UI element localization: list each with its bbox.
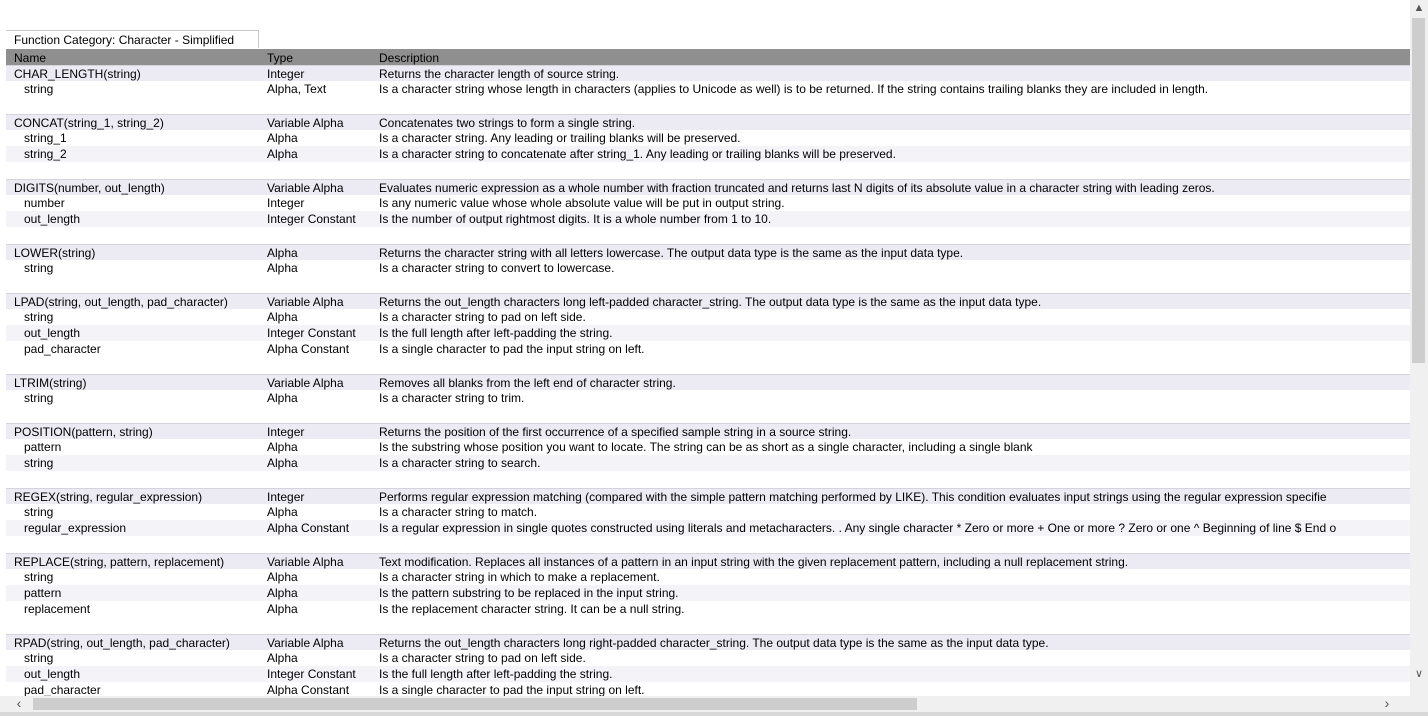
table-body [6,65,1410,696]
parameter-name: string [24,570,54,584]
parameter-description: Is a character string to search. [379,456,541,470]
parameter-row[interactable] [6,81,1410,97]
scrollbar-corner [1410,696,1428,712]
function-name: CONCAT(string_1, string_2) [14,116,164,130]
function-description: Performs regular expression matching (compared with the simple pattern matching performed by LIKE). This condition evaluates input strings using the regular expression specifie [379,490,1327,504]
chevron-left-icon[interactable]: ‹ [16,695,22,711]
chevron-up-icon[interactable]: ▲ [1413,2,1425,14]
parameter-type: Integer [267,196,305,210]
function-name: CHAR_LENGTH(string) [14,67,141,81]
function-name: LPAD(string, out_length, pad_character) [14,295,228,309]
parameter-name: pattern [24,586,62,600]
function-name: REGEX(string, regular_expression) [14,490,203,504]
window-bottom-border [0,712,1428,716]
parameter-name: string [24,505,54,519]
function-description: Evaluates numeric expression as a whole number with fraction truncated and returns last N digits of its absolute value in a character string with leading zeros. [379,181,1215,195]
parameter-row[interactable] [6,390,1410,406]
row-spacer [6,162,1410,179]
parameter-name: out_length [24,667,81,681]
parameter-name: pad_character [24,342,101,356]
parameter-description: Is a character string in which to make a replacement. [379,570,660,584]
parameter-description: Is a character string to trim. [379,391,525,405]
function-row[interactable] [6,114,1410,130]
parameter-row[interactable] [6,455,1410,471]
parameter-row[interactable] [6,325,1410,341]
parameter-name: string [24,391,54,405]
parameter-row[interactable] [6,569,1410,585]
function-description: Concatenates two strings to form a single string. [379,116,636,130]
parameter-name: string [24,456,54,470]
parameter-row[interactable] [6,682,1410,696]
parameter-description: Is a character string. Any leading or trailing blanks will be preserved. [379,131,741,145]
function-type: Variable Alpha [267,295,344,309]
function-type: Integer [267,490,305,504]
function-name: LTRIM(string) [14,376,87,390]
function-type: Alpha [267,246,298,260]
function-row[interactable] [6,244,1410,260]
parameter-type: Alpha [267,440,298,454]
parameter-description: Is a character string to pad on left side. [379,310,586,324]
parameter-name: regular_expression [24,521,127,535]
row-spacer [6,406,1410,423]
row-spacer [6,357,1410,374]
parameter-type: Alpha [267,391,298,405]
chevron-down-icon[interactable]: ∨ [1414,668,1424,680]
parameter-row[interactable] [6,520,1410,536]
horizontal-scrollbar[interactable] [0,696,1410,712]
parameter-row[interactable] [6,585,1410,601]
parameter-row[interactable] [6,666,1410,682]
row-spacer [6,471,1410,488]
parameter-description: Is the full length after left-padding the string. [379,326,613,340]
parameter-row[interactable] [6,211,1410,227]
parameter-name: string [24,310,54,324]
category-title: Function Category: Character - Simplified [6,30,259,48]
column-header-description[interactable]: Description [379,51,440,65]
parameter-name: number [24,196,65,210]
parameter-row[interactable] [6,504,1410,520]
table-header [6,49,1410,65]
function-row[interactable] [6,293,1410,309]
function-type: Integer [267,425,305,439]
row-spacer [6,276,1410,293]
parameter-row[interactable] [6,146,1410,162]
parameter-type: Integer Constant [267,212,356,226]
function-name: DIGITS(number, out_length) [14,181,165,195]
parameter-type: Integer Constant [267,326,356,340]
parameter-description: Is a character string to concatenate after string_1. Any leading or trailing blanks will be preserved. [379,147,896,161]
function-type: Variable Alpha [267,376,344,390]
row-spacer [6,617,1410,634]
parameter-type: Alpha [267,570,298,584]
row-spacer [6,97,1410,114]
parameter-row[interactable] [6,650,1410,666]
parameter-name: string [24,261,54,275]
horizontal-scroll-thumb[interactable] [33,698,917,710]
function-type: Integer [267,67,305,81]
parameter-description: Is the replacement character string. It can be a null string. [379,602,685,616]
parameter-name: pattern [24,440,62,454]
parameter-name: string_1 [24,131,67,145]
parameter-name: out_length [24,326,81,340]
function-description: Returns the out_length characters long right-padded character_string. The output data type is the same as the input data type. [379,636,1049,650]
function-name: RPAD(string, out_length, pad_character) [14,636,230,650]
parameter-name: out_length [24,212,81,226]
function-row[interactable] [6,65,1410,81]
parameter-row[interactable] [6,341,1410,357]
parameter-type: Alpha, Text [267,82,327,96]
parameter-type: Alpha [267,586,298,600]
function-row[interactable] [6,634,1410,650]
function-type: Variable Alpha [267,116,344,130]
parameter-row[interactable] [6,439,1410,455]
row-spacer [6,536,1410,553]
function-description: Returns the character length of source string. [379,67,620,81]
parameter-name: string_2 [24,147,67,161]
parameter-name: replacement [24,602,91,616]
function-description: Text modification. Replaces all instances of a pattern in an input string with the given replacement pattern, including a null replacement string. [379,555,1129,569]
row-spacer [6,227,1410,244]
parameter-row[interactable] [6,260,1410,276]
parameter-description: Is a character string to match. [379,505,538,519]
function-row[interactable] [6,179,1410,195]
parameter-name: string [24,651,54,665]
function-description: Removes all blanks from the left end of character string. [379,376,676,390]
vertical-scrollbar[interactable] [1410,0,1428,696]
function-row[interactable] [6,374,1410,390]
function-type: Variable Alpha [267,555,344,569]
function-name: LOWER(string) [14,246,96,260]
parameter-row[interactable] [6,601,1410,617]
parameter-type: Alpha [267,147,298,161]
parameter-row[interactable] [6,309,1410,325]
parameter-description: Is a regular expression in single quotes constructed using literals and metacharacters. . Any single character * Zero or more + One or more ? Zero or one ^ Beginning of line $ End o [379,521,1337,535]
function-row[interactable] [6,553,1410,569]
function-description: Returns the character string with all letters lowercase. The output data type is the same as the input data type. [379,246,964,260]
parameter-description: Is the full length after left-padding the string. [379,667,613,681]
parameter-description: Is the substring whose position you want to locate. The string can be as short as a single character, including a single blank [379,440,1033,454]
vertical-scroll-thumb[interactable] [1412,18,1425,363]
parameter-type: Alpha [267,261,298,275]
parameter-type: Alpha [267,602,298,616]
function-row[interactable] [6,423,1410,439]
parameter-description: Is a character string to convert to lowercase. [379,261,615,275]
parameter-type: Alpha Constant [267,521,350,535]
parameter-type: Integer Constant [267,667,356,681]
function-description: Returns the out_length characters long left-padded character_string. The output data type is the same as the input data type. [379,295,1042,309]
parameter-name: string [24,82,54,96]
parameter-type: Alpha [267,505,298,519]
parameter-type: Alpha [267,456,298,470]
function-table [6,49,1410,696]
parameter-description: Is the number of output rightmost digits. It is a whole number from 1 to 10. [379,212,772,226]
column-header-type[interactable]: Type [267,51,294,65]
chevron-right-icon[interactable]: › [1384,695,1390,711]
parameter-description: Is a single character to pad the input string on left. [379,342,645,356]
parameter-description: Is a character string whose length in characters (applies to Unicode as well) is to be returned. If the string contains trailing blanks they are included in length. [379,82,1209,96]
parameter-description: Is the pattern substring to be replaced in the input string. [379,586,679,600]
function-type: Variable Alpha [267,181,344,195]
parameter-row[interactable] [6,195,1410,211]
parameter-description: Is any numeric value whose whole absolute value will be put in output string. [379,196,785,210]
function-name: REPLACE(string, pattern, replacement) [14,555,225,569]
parameter-type: Alpha [267,651,298,665]
parameter-type: Alpha Constant [267,342,350,356]
parameter-name: pad_character [24,683,101,696]
parameter-row[interactable] [6,130,1410,146]
function-type: Variable Alpha [267,636,344,650]
parameter-type: Alpha [267,131,298,145]
parameter-type: Alpha [267,310,298,324]
parameter-description: Is a single character to pad the input string on left. [379,683,645,696]
function-name: POSITION(pattern, string) [14,425,153,439]
function-description: Returns the position of the first occurrence of a specified sample string in a source string. [379,425,852,439]
parameter-description: Is a character string to pad on left side. [379,651,586,665]
column-header-name[interactable]: Name [14,51,47,65]
parameter-type: Alpha Constant [267,683,350,696]
function-row[interactable] [6,488,1410,504]
